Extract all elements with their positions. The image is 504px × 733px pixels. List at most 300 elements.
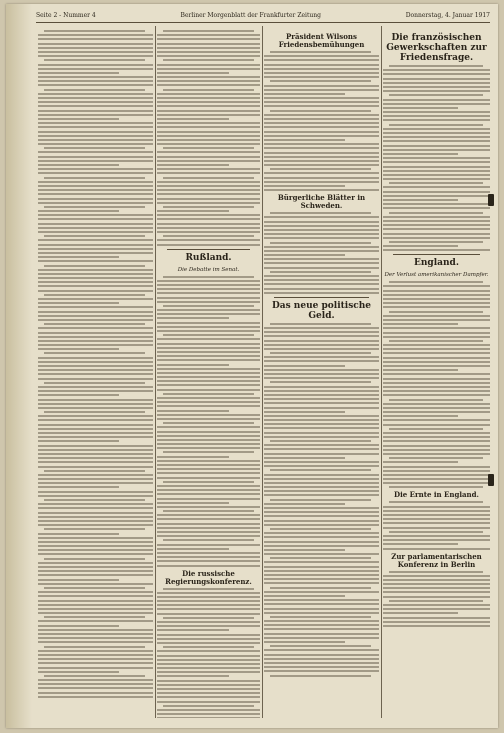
text-line bbox=[44, 411, 145, 413]
text-line bbox=[44, 528, 145, 530]
text-line bbox=[383, 424, 490, 426]
text-line bbox=[38, 210, 119, 212]
article-heading-bern: Bürgerliche Blätter in Schweden. bbox=[277, 193, 366, 211]
text-line bbox=[163, 276, 254, 278]
paper-title: Berliner Morgenblatt der Frankfurter Zeitung bbox=[180, 11, 321, 19]
text-line bbox=[44, 59, 145, 61]
text-line bbox=[157, 548, 229, 550]
text-line bbox=[264, 662, 379, 664]
text-line bbox=[383, 228, 490, 230]
text-line bbox=[264, 641, 345, 643]
text-line bbox=[389, 281, 483, 283]
text-line bbox=[38, 600, 153, 602]
text-line bbox=[383, 432, 490, 434]
text-line bbox=[157, 143, 260, 145]
text-line bbox=[38, 181, 153, 183]
text-line bbox=[157, 51, 260, 53]
text-line bbox=[157, 560, 260, 562]
text-line bbox=[264, 536, 379, 538]
text-line bbox=[38, 319, 153, 321]
column-rule bbox=[262, 26, 263, 718]
text-line bbox=[383, 407, 490, 409]
text-line bbox=[38, 386, 153, 388]
article-heading-england: England. bbox=[414, 258, 459, 269]
text-line bbox=[163, 59, 254, 61]
text-line bbox=[383, 440, 490, 442]
text-line bbox=[383, 378, 490, 380]
text-line bbox=[264, 135, 379, 137]
text-line bbox=[264, 457, 345, 459]
article-heading-wilson: Präsident Wilsons Friedensbemühungen bbox=[278, 32, 365, 49]
text-line bbox=[264, 478, 379, 480]
text-line bbox=[157, 223, 260, 225]
text-line bbox=[270, 587, 371, 589]
text-line bbox=[270, 469, 371, 471]
text-line bbox=[264, 185, 345, 187]
article-heading-england2: Die Ernte in England. bbox=[394, 490, 479, 500]
text-line bbox=[157, 498, 260, 500]
scan-marker bbox=[488, 474, 494, 486]
text-line bbox=[264, 93, 345, 95]
text-line bbox=[38, 135, 153, 137]
text-line bbox=[264, 147, 379, 149]
text-line bbox=[157, 244, 260, 246]
text-line bbox=[38, 654, 153, 656]
text-line bbox=[264, 369, 379, 371]
text-line bbox=[270, 51, 371, 53]
text-line bbox=[383, 361, 490, 363]
column-3 bbox=[264, 30, 379, 718]
text-line bbox=[157, 435, 260, 437]
text-line bbox=[38, 302, 119, 304]
text-line bbox=[383, 575, 490, 577]
text-line bbox=[38, 285, 153, 287]
text-line bbox=[383, 140, 490, 142]
text-line bbox=[264, 520, 379, 522]
text-line bbox=[264, 461, 379, 463]
text-line bbox=[38, 185, 153, 187]
text-line bbox=[38, 562, 153, 564]
text-line bbox=[383, 621, 490, 623]
text-line bbox=[163, 393, 254, 395]
text-line bbox=[38, 696, 153, 698]
text-line bbox=[264, 221, 379, 223]
text-line bbox=[38, 43, 153, 45]
text-line bbox=[157, 76, 260, 78]
text-line bbox=[157, 431, 260, 433]
text-line bbox=[163, 235, 254, 237]
text-line bbox=[157, 625, 260, 627]
text-line bbox=[38, 344, 153, 346]
text-line bbox=[389, 94, 483, 96]
text-line bbox=[383, 449, 490, 451]
text-line bbox=[157, 202, 260, 204]
text-line bbox=[157, 489, 260, 491]
text-line bbox=[157, 464, 260, 466]
text-line bbox=[38, 612, 153, 614]
text-line bbox=[38, 143, 153, 145]
text-line bbox=[270, 323, 371, 325]
text-line bbox=[383, 82, 490, 84]
text-line bbox=[38, 84, 153, 86]
text-line bbox=[270, 499, 371, 501]
text-line bbox=[157, 608, 260, 610]
text-line bbox=[44, 235, 145, 237]
text-line bbox=[157, 439, 260, 441]
text-line bbox=[264, 402, 379, 404]
text-line bbox=[264, 267, 379, 269]
text-line bbox=[383, 596, 490, 598]
text-line bbox=[38, 260, 153, 262]
text-line bbox=[44, 616, 145, 618]
text-line bbox=[264, 578, 379, 580]
text-line bbox=[157, 456, 229, 458]
text-line bbox=[38, 440, 119, 442]
text-line bbox=[383, 323, 458, 325]
text-line bbox=[383, 119, 490, 121]
text-line bbox=[264, 407, 379, 409]
text-line bbox=[157, 301, 260, 303]
text-line bbox=[264, 390, 379, 392]
text-line bbox=[38, 139, 153, 141]
text-line bbox=[157, 214, 260, 216]
text-line bbox=[157, 493, 260, 495]
text-line bbox=[389, 571, 483, 573]
text-line bbox=[383, 386, 490, 388]
text-line bbox=[264, 427, 379, 429]
text-line bbox=[157, 114, 260, 116]
text-line bbox=[163, 510, 254, 512]
text-line bbox=[383, 415, 458, 417]
text-line bbox=[157, 151, 260, 153]
text-line bbox=[157, 164, 229, 166]
text-line bbox=[264, 582, 379, 584]
text-line bbox=[157, 231, 260, 233]
text-line bbox=[163, 147, 254, 149]
text-line bbox=[38, 64, 153, 66]
text-line bbox=[264, 574, 379, 576]
text-block bbox=[157, 30, 260, 246]
text-line bbox=[38, 244, 153, 246]
text-line bbox=[157, 101, 260, 103]
text-line bbox=[389, 212, 483, 214]
text-line bbox=[38, 620, 153, 622]
text-line bbox=[270, 168, 371, 170]
text-line bbox=[264, 658, 379, 660]
text-line bbox=[157, 168, 260, 170]
text-line bbox=[383, 445, 490, 447]
text-line bbox=[383, 587, 490, 589]
text-line bbox=[44, 352, 145, 354]
text-line bbox=[157, 717, 260, 718]
text-line bbox=[383, 382, 490, 384]
text-line bbox=[38, 453, 153, 455]
text-line bbox=[264, 545, 379, 547]
text-line bbox=[383, 99, 490, 101]
text-line bbox=[157, 93, 260, 95]
text-line bbox=[264, 254, 345, 256]
column-1 bbox=[38, 30, 153, 718]
text-line bbox=[383, 78, 490, 80]
divider bbox=[167, 249, 250, 250]
text-line bbox=[270, 352, 371, 354]
text-line bbox=[383, 128, 490, 130]
text-line bbox=[264, 436, 379, 438]
text-line bbox=[38, 625, 119, 627]
text-line bbox=[383, 302, 490, 304]
text-line bbox=[38, 399, 153, 401]
text-line bbox=[383, 69, 490, 71]
text-line bbox=[38, 373, 153, 375]
text-line bbox=[157, 556, 260, 558]
text-line bbox=[264, 331, 379, 333]
text-line bbox=[264, 114, 379, 116]
text-line bbox=[383, 170, 490, 172]
text-line bbox=[157, 317, 229, 319]
text-block bbox=[264, 212, 379, 294]
text-line bbox=[157, 675, 229, 677]
text-line bbox=[38, 424, 153, 426]
text-line bbox=[383, 203, 490, 205]
text-line bbox=[157, 671, 260, 673]
text-line bbox=[157, 514, 260, 516]
text-line bbox=[157, 518, 260, 520]
text-line bbox=[157, 688, 260, 690]
text-line bbox=[38, 658, 153, 660]
text-line bbox=[383, 548, 490, 550]
text-line bbox=[383, 306, 490, 308]
divider bbox=[393, 254, 480, 255]
text-line bbox=[383, 290, 490, 292]
text-line bbox=[38, 365, 153, 367]
text-line bbox=[157, 239, 260, 241]
text-line bbox=[157, 72, 229, 74]
text-line bbox=[38, 566, 153, 568]
page-binding-edge bbox=[6, 4, 32, 728]
text-line bbox=[389, 340, 483, 342]
text-line bbox=[38, 273, 153, 275]
text-line bbox=[264, 64, 379, 66]
text-line bbox=[264, 283, 379, 285]
text-line bbox=[157, 139, 260, 141]
text-line bbox=[383, 365, 490, 367]
text-line bbox=[383, 390, 490, 392]
text-line bbox=[163, 705, 254, 707]
text-line bbox=[383, 315, 490, 317]
text-line bbox=[38, 357, 153, 359]
text-line bbox=[270, 80, 371, 82]
text-line bbox=[44, 558, 145, 560]
text-line bbox=[157, 105, 260, 107]
text-block bbox=[157, 588, 260, 719]
text-line bbox=[38, 579, 119, 581]
text-line bbox=[264, 360, 379, 362]
text-line bbox=[383, 474, 490, 476]
text-line bbox=[264, 465, 379, 467]
text-line bbox=[157, 198, 260, 200]
text-line bbox=[38, 608, 153, 610]
text-line bbox=[264, 649, 379, 651]
text-line bbox=[38, 231, 153, 233]
text-line bbox=[44, 30, 145, 32]
text-line bbox=[157, 544, 260, 546]
text-line bbox=[38, 51, 153, 53]
text-line bbox=[383, 604, 490, 606]
article-subheading: Die Debatte im Senat. bbox=[177, 266, 240, 273]
text-line bbox=[44, 147, 145, 149]
text-line bbox=[157, 663, 260, 665]
text-line bbox=[157, 684, 260, 686]
text-line bbox=[383, 224, 490, 226]
text-line bbox=[264, 356, 379, 358]
text-line bbox=[157, 131, 260, 133]
text-line bbox=[157, 527, 260, 529]
text-line bbox=[38, 281, 153, 283]
text-line bbox=[389, 501, 483, 503]
text-line bbox=[264, 474, 379, 476]
text-line bbox=[157, 126, 260, 128]
text-line bbox=[157, 160, 260, 162]
text-line bbox=[38, 595, 153, 597]
column-2 bbox=[157, 30, 260, 718]
text-line bbox=[389, 182, 483, 184]
text-line bbox=[383, 419, 490, 421]
text-line bbox=[264, 515, 379, 517]
text-line bbox=[157, 338, 260, 340]
text-line bbox=[383, 216, 490, 218]
text-line bbox=[264, 233, 379, 235]
text-line bbox=[157, 659, 260, 661]
text-line bbox=[38, 679, 153, 681]
text-line bbox=[264, 419, 379, 421]
text-line bbox=[38, 533, 119, 535]
text-line bbox=[38, 306, 153, 308]
text-line bbox=[157, 343, 260, 345]
text-line bbox=[38, 227, 153, 229]
text-line bbox=[264, 262, 379, 264]
text-line bbox=[264, 122, 379, 124]
text-line bbox=[383, 522, 490, 524]
text-line bbox=[270, 440, 371, 442]
text-line bbox=[157, 97, 260, 99]
text-line bbox=[270, 645, 371, 647]
text-line bbox=[157, 384, 260, 386]
text-line bbox=[38, 327, 153, 329]
text-line bbox=[157, 696, 260, 698]
text-line bbox=[44, 89, 145, 91]
text-line bbox=[38, 671, 119, 673]
text-line bbox=[157, 531, 260, 533]
text-line bbox=[264, 275, 379, 277]
text-line bbox=[38, 168, 153, 170]
text-line bbox=[157, 193, 260, 195]
text-line bbox=[38, 332, 153, 334]
text-line bbox=[38, 486, 119, 488]
text-line bbox=[38, 114, 153, 116]
text-line bbox=[383, 327, 490, 329]
text-line bbox=[38, 449, 153, 451]
text-block bbox=[383, 501, 490, 549]
text-line bbox=[383, 453, 490, 455]
text-line bbox=[38, 633, 153, 635]
text-line bbox=[157, 713, 260, 715]
text-line bbox=[264, 394, 379, 396]
article-heading-neue-welt: Das neue politische Geld. bbox=[271, 300, 372, 321]
text-line bbox=[157, 376, 260, 378]
text-line bbox=[38, 419, 153, 421]
page-label: Seite 2 - Nummer 4 bbox=[36, 11, 96, 19]
text-line bbox=[157, 55, 260, 57]
text-line bbox=[264, 415, 379, 417]
text-line bbox=[38, 629, 153, 631]
text-line bbox=[383, 166, 490, 168]
divider bbox=[274, 297, 369, 298]
text-line bbox=[264, 541, 379, 543]
text-line bbox=[264, 570, 379, 572]
text-line bbox=[38, 361, 153, 363]
text-line bbox=[383, 466, 490, 468]
text-line bbox=[38, 189, 153, 191]
text-line bbox=[383, 145, 490, 147]
text-line bbox=[264, 76, 379, 78]
text-line bbox=[383, 319, 490, 321]
text-line bbox=[383, 518, 490, 520]
text-line bbox=[157, 443, 260, 445]
text-line bbox=[38, 105, 153, 107]
text-line bbox=[157, 380, 260, 382]
text-line bbox=[163, 334, 254, 336]
text-line bbox=[38, 348, 119, 350]
text-line bbox=[383, 186, 490, 188]
text-line bbox=[264, 237, 379, 239]
text-line bbox=[270, 557, 371, 559]
text-line bbox=[264, 561, 379, 563]
text-line bbox=[38, 131, 153, 133]
text-line bbox=[157, 355, 260, 357]
text-line bbox=[383, 625, 490, 627]
text-line bbox=[38, 198, 153, 200]
text-line bbox=[38, 474, 153, 476]
text-line bbox=[264, 89, 379, 91]
text-line bbox=[383, 332, 490, 334]
text-block bbox=[264, 51, 379, 191]
text-line bbox=[264, 566, 379, 568]
text-line bbox=[157, 284, 260, 286]
text-line bbox=[38, 290, 153, 292]
text-line bbox=[157, 364, 229, 366]
text-line bbox=[264, 654, 379, 656]
text-line bbox=[38, 403, 153, 405]
text-line bbox=[389, 531, 483, 533]
text-line bbox=[383, 394, 490, 396]
article-heading-russland: Rußland. bbox=[185, 252, 232, 263]
text-line bbox=[38, 553, 153, 555]
text-line bbox=[389, 600, 483, 602]
text-line bbox=[157, 401, 260, 403]
text-line bbox=[38, 692, 153, 694]
text-line bbox=[383, 527, 490, 529]
text-line bbox=[383, 174, 490, 176]
text-line bbox=[157, 185, 260, 187]
text-line bbox=[157, 613, 260, 615]
text-line bbox=[38, 93, 153, 95]
text-line bbox=[264, 507, 379, 509]
text-line bbox=[389, 457, 483, 459]
text-line bbox=[389, 486, 483, 488]
text-line bbox=[264, 608, 379, 610]
text-line bbox=[383, 612, 458, 614]
text-line bbox=[157, 389, 260, 391]
